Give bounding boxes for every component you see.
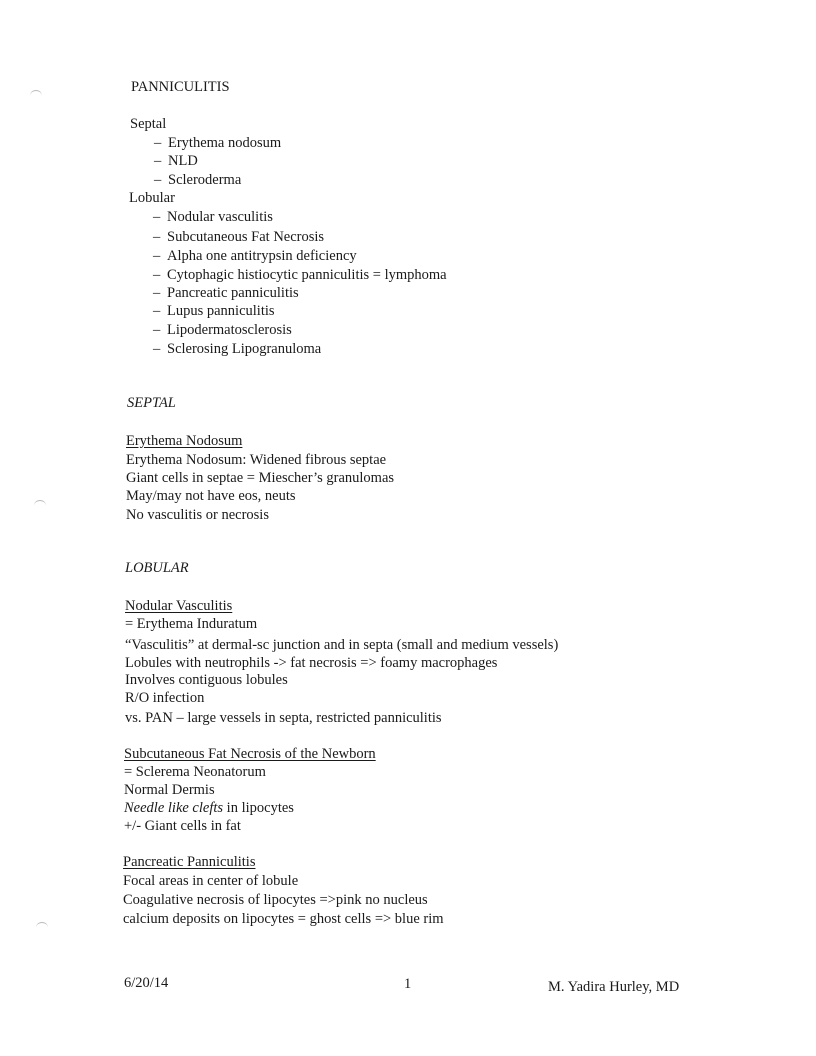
erythema-nodosum-line: Giant cells in septae = Miescher’s granulomas xyxy=(126,470,395,486)
fat-necrosis-line: Normal Dermis xyxy=(124,782,215,798)
pancreatic-line: Coagulative necrosis of lipocytes =>pink no nucleus xyxy=(123,892,428,908)
pancreatic-line: Focal areas in center of lobule xyxy=(123,873,299,889)
outline-lobular-item: – Nodular vasculitis xyxy=(153,209,273,225)
section-heading-lobular: LOBULAR xyxy=(125,560,189,576)
outline-septal-item: – NLD xyxy=(154,153,198,169)
outline-septal-item: – Scleroderma xyxy=(154,172,242,188)
erythema-nodosum-line: No vasculitis or necrosis xyxy=(126,507,269,523)
scan-mark xyxy=(34,500,46,511)
fat-necrosis-line: Needle like clefts in lipocytes xyxy=(124,800,294,816)
subsection-title-erythema-nodosum: Erythema Nodosum xyxy=(126,433,243,449)
nodular-vasculitis-line: Involves contiguous lobules xyxy=(125,672,288,688)
nodular-vasculitis-line: vs. PAN – large vessels in septa, restricted panniculitis xyxy=(125,710,442,726)
outline-lobular-item: – Sclerosing Lipogranuloma xyxy=(153,341,322,357)
outline-lobular-item: – Lupus panniculitis xyxy=(153,303,275,319)
footer-date: 6/20/14 xyxy=(124,975,169,991)
subsection-title-fat-necrosis-newborn: Subcutaneous Fat Necrosis of the Newborn xyxy=(124,746,376,762)
outline-lobular-item: – Cytophagic histiocytic panniculitis = lymphoma xyxy=(153,267,447,283)
scan-mark xyxy=(30,90,42,101)
nodular-vasculitis-line: = Erythema Induratum xyxy=(125,616,258,632)
outline-lobular-item: – Pancreatic panniculitis xyxy=(153,285,299,301)
nodular-vasculitis-line: Lobules with neutrophils -> fat necrosis => foamy macrophages xyxy=(125,655,498,671)
outline-lobular-item: – Subcutaneous Fat Necrosis xyxy=(153,229,325,245)
erythema-nodosum-line: Erythema Nodosum: Widened fibrous septae xyxy=(126,452,387,468)
outline-septal-label: Septal xyxy=(130,116,167,132)
section-heading-septal: SEPTAL xyxy=(127,395,176,411)
footer-page-number: 1 xyxy=(404,976,412,992)
page-title: PANNICULITIS xyxy=(131,79,230,95)
scan-mark xyxy=(36,922,48,933)
fat-necrosis-line: +/- Giant cells in fat xyxy=(124,818,241,834)
subsection-title-nodular-vasculitis: Nodular Vasculitis xyxy=(125,598,233,614)
fat-necrosis-line: = Sclerema Neonatorum xyxy=(124,764,266,780)
outline-lobular-item: – Lipodermatosclerosis xyxy=(153,322,292,338)
pancreatic-line: calcium deposits on lipocytes = ghost cells => blue rim xyxy=(123,911,444,927)
subsection-title-pancreatic-panniculitis: Pancreatic Panniculitis xyxy=(123,854,256,870)
nodular-vasculitis-line: “Vasculitis” at dermal-sc junction and in septa (small and medium vessels) xyxy=(125,637,559,653)
outline-septal-item: – Erythema nodosum xyxy=(154,135,282,151)
footer-author: M. Yadira Hurley, MD xyxy=(548,979,680,995)
outline-lobular-label: Lobular xyxy=(129,190,175,206)
erythema-nodosum-line: May/may not have eos, neuts xyxy=(126,488,296,504)
nodular-vasculitis-line: R/O infection xyxy=(125,690,205,706)
outline-lobular-item: – Alpha one antitrypsin deficiency xyxy=(153,248,357,264)
